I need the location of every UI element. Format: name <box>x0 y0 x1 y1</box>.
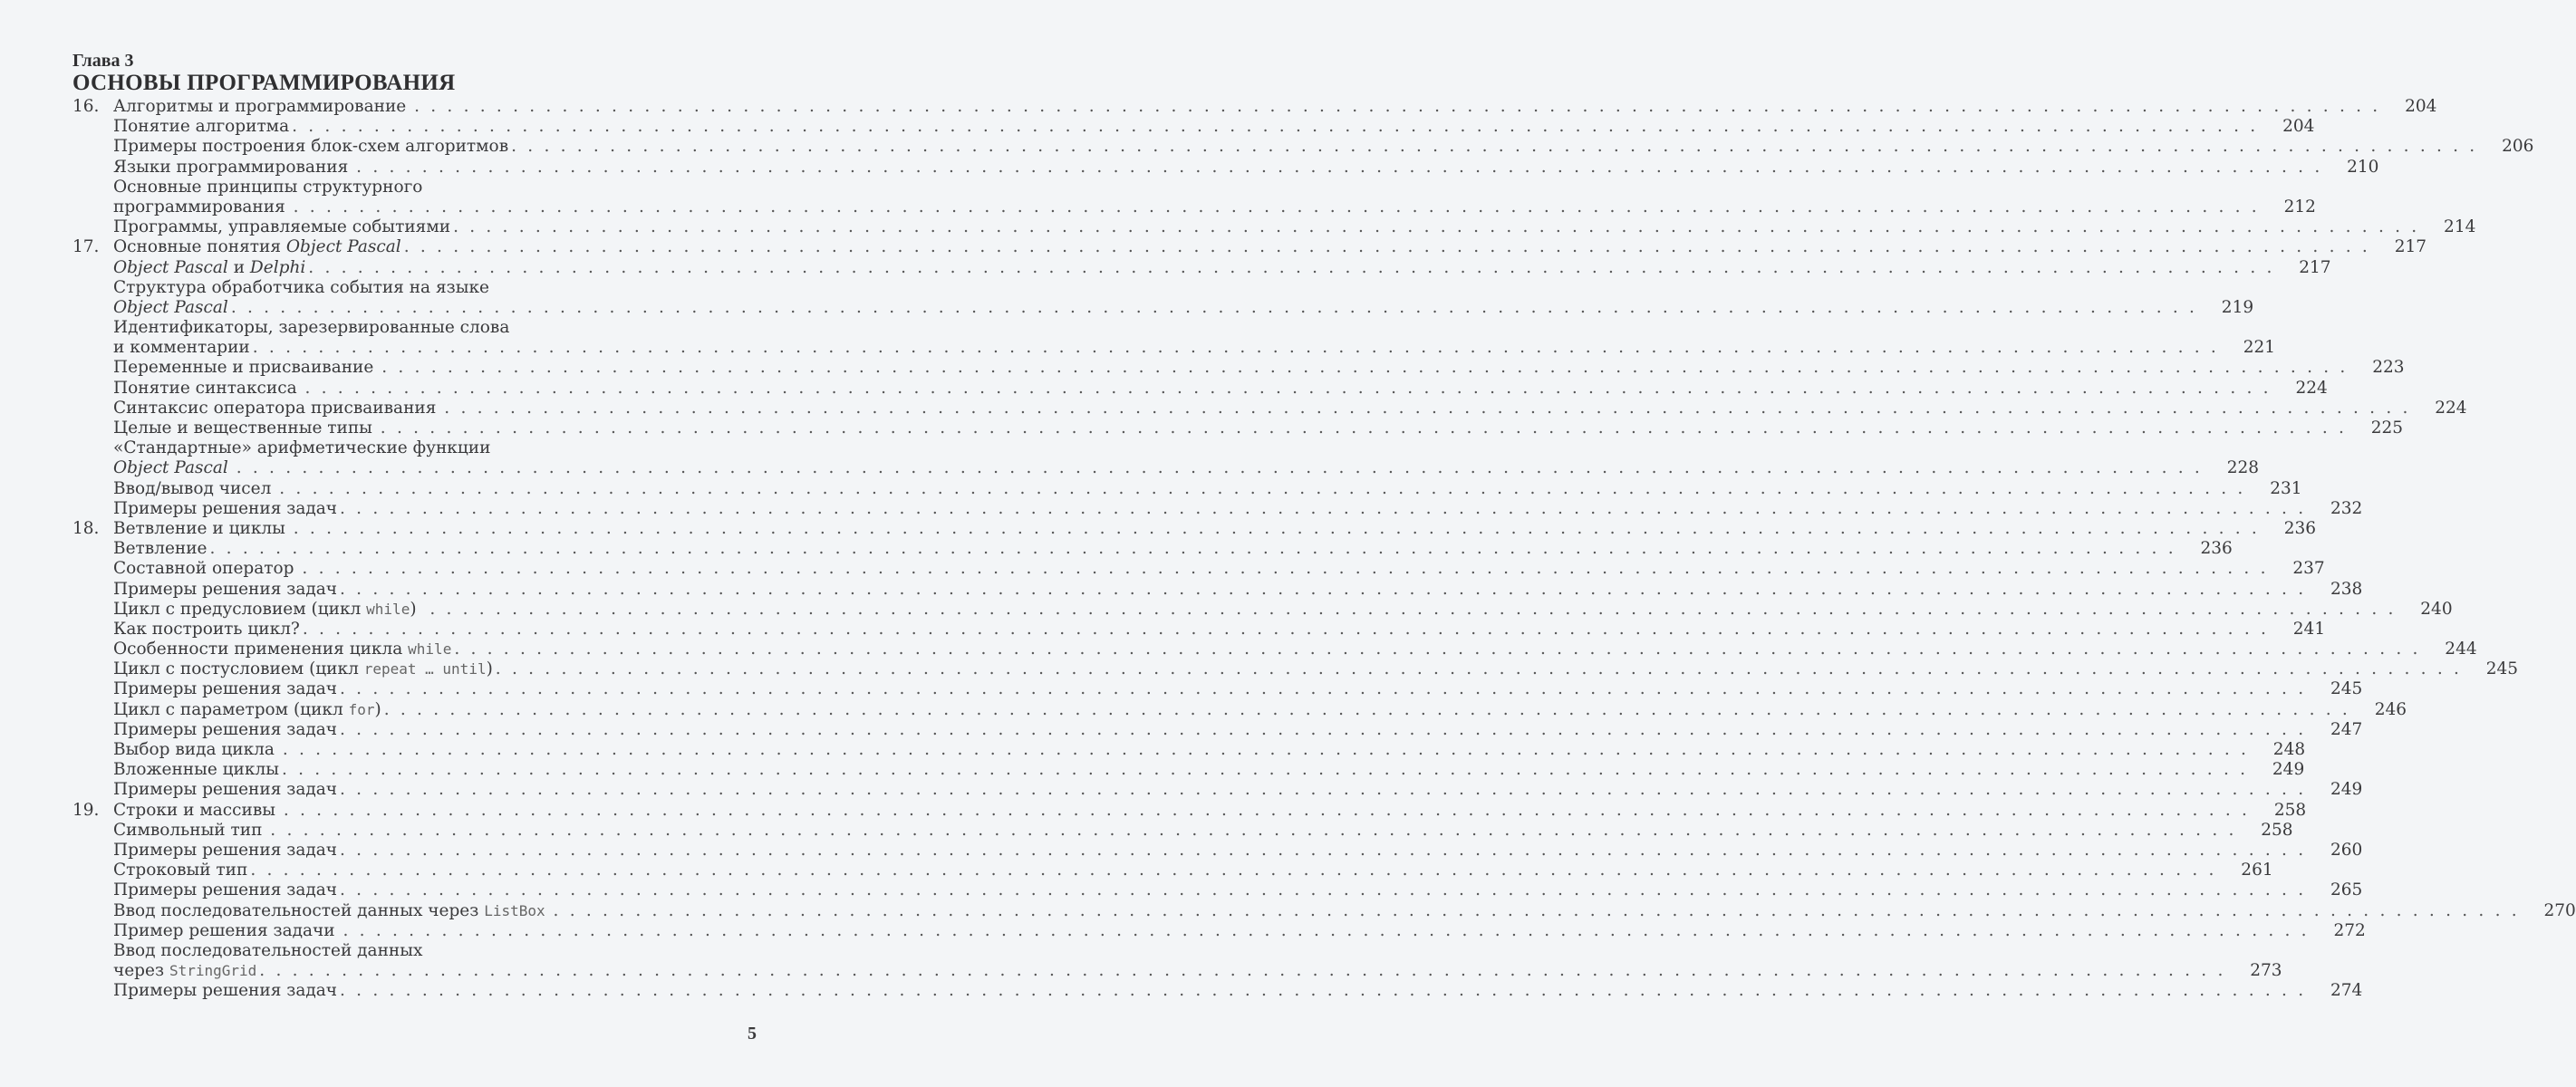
title-text: и комментарии <box>113 338 250 358</box>
title-text: ) <box>374 699 381 719</box>
indent <box>72 720 113 740</box>
indent <box>72 679 113 699</box>
dot-leader: . . . . . . . . . . . . . . . . . . . . . . . . . . . . . . . . . . . . . . . . . . . . . . . . . . . . . . . . . . . . . . . . . . . . . . . . . . . . . . . . . . . . . . . . . . . . . . . . . . . . . . . . . . . . . . . . . . . . . . . . <box>340 840 2307 860</box>
title-text: Особенности применения цикла <box>113 640 409 659</box>
toc-entry <box>72 178 763 197</box>
entry-title <box>113 298 228 318</box>
indent <box>72 278 113 298</box>
page-ref: 270 <box>2543 900 2576 920</box>
dot-leader: . . . . . . . . . . . . . . . . . . . . . . . . . . . . . . . . . . . . . . . . . . . . . . . . . . . . . . . . . . . . . . . . . . . . . . . . . . . . . . . . . . . . . . . . . . . . . . . . . . . . . . . . . . . . . . . . . . . . . . . . <box>340 880 2307 900</box>
entry-title <box>113 801 281 821</box>
entry-title <box>113 237 401 257</box>
entry-title <box>113 841 337 861</box>
title-text: Цикл с постусловием (цикл <box>113 659 364 679</box>
indent <box>72 479 113 499</box>
indent <box>72 880 113 900</box>
indent <box>72 981 113 1001</box>
dot-leader: . . . . . . . . . . . . . . . . . . . . . . . . . . . . . . . . . . . . . . . . . . . . . . . . . . . . . . . . . . . . . . . . . . . . . . . . . . . . . . . . . . . . . . . . . . . . . . . . . . . . . . . . . . . . . . . . . . . . . . . . <box>230 297 2198 317</box>
entry-title <box>113 379 302 399</box>
dot-leader: . . . . . . . . . . . . . . . . . . . . . . . . . . . . . . . . . . . . . . . . . . . . . . . . . . . . . . . . . . . . . . . . . . . . . . . . . . . . . . . . . . . . . . . . . . . . . . . . . . . . . . . . . . . . . . . . . . . . . . . . <box>308 257 2275 277</box>
entry-title <box>113 258 305 278</box>
dot-leader: . . . . . . . . . . . . . . . . . . . . . . . . . . . . . . . . . . . . . . . . . . . . . . . . . . . . . . . . . . . . . . . . . . . . . . . . . . . . . . . . . . . . . . . . . . . . . . . . . . . . . . . . . . . . . . . . . . . . . . . . <box>252 338 2220 358</box>
page-ref: 228 <box>2226 458 2259 478</box>
dot-leader: . . . . . . . . . . . . . . . . . . . . . . . . . . . . . . . . . . . . . . . . . . . . . . . . . . . . . . . . . . . . . . . . . . . . . . . . . . . . . . . . . . . . . . . . . . . . . . . . . . . . . . . . . . . . . . . . . . . . . . . . <box>553 900 2520 920</box>
toc-entry <box>72 338 2276 358</box>
entry-title <box>113 961 256 981</box>
dot-leader: . . . . . . . . . . . . . . . . . . . . . . . . . . . . . . . . . . . . . . . . . . . . . . . . . . . . . . . . . . . . . . . . . . . . . . . . . . . . . . . . . . . . . . . . . . . . . . . . . . . . . . . . . . . . . . . . . . . . . . . . <box>281 760 2249 780</box>
page-ref: 217 <box>2299 257 2331 277</box>
toc-entry <box>72 257 2331 278</box>
indent <box>72 780 113 800</box>
toc-entry <box>72 900 2576 921</box>
dot-leader: . . . . . . . . . . . . . . . . . . . . . . . . . . . . . . . . . . . . . . . . . . . . . . . . . . . . . . . . . . . . . . . . . . . . . . . . . . . . . . . . . . . . . . . . . . . . . . . . . . . . . . . . . . . . . . . . . . . . . . . . <box>343 920 2310 940</box>
toc-entry <box>72 137 2534 157</box>
section-number: 16. <box>72 97 100 116</box>
indent <box>72 358 113 378</box>
chapter-title: ОСНОВЫ ПРОГРАММИРОВАНИЯ <box>72 71 456 95</box>
page-ref: 223 <box>2372 358 2405 378</box>
entry-title <box>113 358 379 378</box>
entry-title <box>113 600 427 620</box>
entry-title <box>113 418 378 438</box>
indent <box>72 961 113 981</box>
page-ref: 272 <box>2333 920 2366 940</box>
indent <box>72 580 113 600</box>
page-ref: 221 <box>2243 338 2276 358</box>
indent <box>72 418 113 438</box>
title-text: Примеры решения задач <box>113 679 338 699</box>
dot-leader: . . . . . . . . . . . . . . . . . . . . . . . . . . . . . . . . . . . . . . . . . . . . . . . . . . . . . . . . . . . . . . . . . . . . . . . . . . . . . . . . . . . . . . . . . . . . . . . . . . . . . . . . . . . . . . . . . . . . . . . . <box>279 478 2246 498</box>
page-ref: 249 <box>2330 780 2363 800</box>
entry-title <box>113 861 247 880</box>
title-text: Целые и вещественные типы <box>113 418 378 438</box>
dot-leader: . . . . . . . . . . . . . . . . . . . . . . . . . . . . . . . . . . . . . . . . . . . . . . . . . . . . . . . . . . . . . . . . . . . . . . . . . . . . . . . . . . . . . . . . . . . . . . . . . . . . . . . . . . . . . . . . . . . . . . . . <box>209 539 2176 559</box>
page-ref: 273 <box>2250 961 2282 981</box>
entry-title <box>113 921 341 941</box>
page-ref: 225 <box>2370 418 2404 438</box>
toc-entry <box>72 197 2316 217</box>
toc-entry <box>72 318 763 338</box>
indent <box>72 399 113 418</box>
entry-title <box>113 519 291 539</box>
section-number: 17. <box>72 237 100 257</box>
title-text: Языки программирования <box>113 157 354 177</box>
title-text: Ветвление <box>113 539 207 559</box>
entry-title <box>113 137 508 157</box>
indent <box>72 117 113 137</box>
title-text: Строковый тип <box>113 861 248 880</box>
page-ref: 258 <box>2273 800 2307 820</box>
code-term: for <box>348 700 375 718</box>
toc-entry <box>72 920 2366 941</box>
page-ref: 240 <box>2420 599 2453 619</box>
title-text: Алгоритмы и программирование <box>113 97 412 116</box>
indent <box>72 700 113 720</box>
page-ref: 248 <box>2272 740 2306 759</box>
toc-entry <box>72 358 2405 378</box>
chapter-label: Глава 3 <box>72 51 134 71</box>
toc-entry <box>72 378 2328 399</box>
entry-title <box>113 901 551 921</box>
page-ref: 231 <box>2270 478 2302 498</box>
entry-title <box>113 117 289 137</box>
toc-entry <box>72 418 2404 438</box>
title-text: Программы, управляемые событиями <box>113 217 451 237</box>
title-text: через <box>113 961 169 981</box>
indent <box>72 640 113 659</box>
indent <box>72 659 113 679</box>
title-text: Цикл с предусловием (цикл <box>113 599 367 619</box>
title-text: Как построить цикл? <box>113 619 300 639</box>
page-ref: 274 <box>2330 981 2363 1001</box>
toc-entry <box>72 840 2363 861</box>
toc-entry <box>72 941 763 961</box>
toc-entry <box>72 880 2363 900</box>
dot-leader: . . . . . . . . . . . . . . . . . . . . . . . . . . . . . . . . . . . . . . . . . . . . . . . . . . . . . . . . . . . . . . . . . . . . . . . . . . . . . . . . . . . . . . . . . . . . . . . . . . . . . . . . . . . . . . . . . . . . . . . . <box>453 217 2420 237</box>
title-text: Пример решения задачи <box>113 920 341 940</box>
entry-title <box>113 278 489 298</box>
dot-leader: . . . . . . . . . . . . . . . . . . . . . . . . . . . . . . . . . . . . . . . . . . . . . . . . . . . . . . . . . . . . . . . . . . . . . . . . . . . . . . . . . . . . . . . . . . . . . . . . . . . . . . . . . . . . . . . . . . . . . . . . <box>340 579 2307 599</box>
dot-leader: . . . . . . . . . . . . . . . . . . . . . . . . . . . . . . . . . . . . . . . . . . . . . . . . . . . . . . . . . . . . . . . . . . . . . . . . . . . . . . . . . . . . . . . . . . . . . . . . . . . . . . . . . . . . . . . . . . . . . . . . <box>282 740 2250 759</box>
toc-entry <box>72 981 2363 1001</box>
code-term: StringGrid <box>169 962 257 980</box>
indent <box>72 158 113 178</box>
table-of-contents <box>72 97 2576 1001</box>
page-ref: 224 <box>2435 398 2467 418</box>
entry-title <box>113 740 280 760</box>
title-text: ) <box>486 659 493 679</box>
entry-title <box>113 158 353 178</box>
title-text: Понятие синтаксиса <box>113 378 303 398</box>
entry-title <box>113 780 337 800</box>
indent <box>72 921 113 941</box>
dot-leader: . . . . . . . . . . . . . . . . . . . . . . . . . . . . . . . . . . . . . . . . . . . . . . . . . . . . . . . . . . . . . . . . . . . . . . . . . . . . . . . . . . . . . . . . . . . . . . . . . . . . . . . . . . . . . . . . . . . . . . . . <box>511 137 2478 157</box>
title-text: Примеры решения задач <box>113 498 338 518</box>
title-text: ) <box>410 599 428 619</box>
italic-term: Delphi <box>249 257 306 277</box>
indent <box>72 760 113 780</box>
page-ref: 236 <box>2283 518 2317 538</box>
title-text: Идентификаторы, зарезервированные слова <box>113 318 510 338</box>
toc-entry <box>72 398 2467 418</box>
entry-title <box>113 458 234 478</box>
page-ref: 204 <box>2282 117 2315 137</box>
entry-title <box>113 97 411 117</box>
entry-title <box>113 821 267 841</box>
page-ref: 237 <box>2292 559 2325 579</box>
indent <box>72 438 113 458</box>
entry-title <box>113 640 451 659</box>
italic-term: Object Pascal <box>113 257 228 277</box>
toc-entry <box>72 861 2273 880</box>
title-text: Основные принципы структурного <box>113 177 423 197</box>
entry-title <box>113 941 422 961</box>
entry-title <box>113 438 490 458</box>
italic-term: Object Pascal <box>113 297 228 317</box>
dot-leader: . . . . . . . . . . . . . . . . . . . . . . . . . . . . . . . . . . . . . . . . . . . . . . . . . . . . . . . . . . . . . . . . . . . . . . . . . . . . . . . . . . . . . . . . . . . . . . . . . . . . . . . . . . . . . . . . . . . . . . . . <box>293 197 2260 216</box>
title-text: Примеры решения задач <box>113 780 338 800</box>
entry-title <box>113 620 300 640</box>
indent <box>72 298 113 318</box>
dot-leader: . . . . . . . . . . . . . . . . . . . . . . . . . . . . . . . . . . . . . . . . . . . . . . . . . . . . . . . . . . . . . . . . . . . . . . . . . . . . . . . . . . . . . . . . . . . . . . . . . . . . . . . . . . . . . . . . . . . . . . . . <box>381 358 2349 378</box>
toc-entry <box>72 679 2363 699</box>
indent <box>72 620 113 640</box>
indent <box>72 600 113 620</box>
page-ref: 204 <box>2405 97 2437 116</box>
title-text: Примеры решения задач <box>113 880 338 900</box>
title-text: Ветвление и циклы <box>113 518 291 538</box>
toc-entry <box>72 719 2363 740</box>
toc-section <box>72 237 2426 257</box>
page-ref: 241 <box>2292 619 2326 639</box>
dot-leader: . . . . . . . . . . . . . . . . . . . . . . . . . . . . . . . . . . . . . . . . . . . . . . . . . . . . . . . . . . . . . . . . . . . . . . . . . . . . . . . . . . . . . . . . . . . . . . . . . . . . . . . . . . . . . . . . . . . . . . . . <box>340 719 2307 739</box>
entry-title <box>113 499 337 519</box>
indent <box>72 137 113 157</box>
title-text: Ввод/вывод чисел <box>113 478 277 498</box>
entry-title <box>113 559 299 579</box>
entry-title <box>113 679 337 699</box>
dot-leader: . . . . . . . . . . . . . . . . . . . . . . . . . . . . . . . . . . . . . . . . . . . . . . . . . . . . . . . . . . . . . . . . . . . . . . . . . . . . . . . . . . . . . . . . . . . . . . . . . . . . . . . . . . . . . . . . . . . . . . . . <box>259 961 2226 981</box>
dot-leader: . . . . . . . . . . . . . . . . . . . . . . . . . . . . . . . . . . . . . . . . . . . . . . . . . . . . . . . . . . . . . . . . . . . . . . . . . . . . . . . . . . . . . . . . . . . . . . . . . . . . . . . . . . . . . . . . . . . . . . . . <box>429 599 2397 619</box>
page-ref: 261 <box>2241 861 2273 880</box>
title-text: Примеры решения задач <box>113 840 338 860</box>
page-ref: 232 <box>2330 498 2363 518</box>
toc-section <box>72 800 2307 821</box>
page-ref: 206 <box>2502 137 2534 157</box>
dot-leader: . . . . . . . . . . . . . . . . . . . . . . . . . . . . . . . . . . . . . . . . . . . . . . . . . . . . . . . . . . . . . . . . . . . . . . . . . . . . . . . . . . . . . . . . . . . . . . . . . . . . . . . . . . . . . . . . . . . . . . . . <box>403 237 2370 257</box>
page-ref: 245 <box>2330 679 2363 699</box>
dot-leader: . . . . . . . . . . . . . . . . . . . . . . . . . . . . . . . . . . . . . . . . . . . . . . . . . . . . . . . . . . . . . . . . . . . . . . . . . . . . . . . . . . . . . . . . . . . . . . . . . . . . . . . . . . . . . . . . . . . . . . . . <box>383 699 2351 719</box>
title-text: и <box>227 257 250 277</box>
title-text: Примеры решения задач <box>113 981 338 1001</box>
code-term: while <box>408 640 452 659</box>
section-number: 19. <box>72 800 100 820</box>
dot-leader: . . . . . . . . . . . . . . . . . . . . . . . . . . . . . . . . . . . . . . . . . . . . . . . . . . . . . . . . . . . . . . . . . . . . . . . . . . . . . . . . . . . . . . . . . . . . . . . . . . . . . . . . . . . . . . . . . . . . . . . . <box>302 559 2269 579</box>
page-ref: 224 <box>2295 378 2328 398</box>
entry-title <box>113 318 509 338</box>
toc-section <box>72 97 2437 117</box>
toc-section <box>72 518 2317 539</box>
indent <box>72 379 113 399</box>
entry-title <box>113 700 381 720</box>
dot-leader: . . . . . . . . . . . . . . . . . . . . . . . . . . . . . . . . . . . . . . . . . . . . . . . . . . . . . . . . . . . . . . . . . . . . . . . . . . . . . . . . . . . . . . . . . . . . . . . . . . . . . . . . . . . . . . . . . . . . . . . . <box>495 659 2463 679</box>
indent <box>72 197 113 217</box>
indent <box>72 318 113 338</box>
toc-entry <box>72 297 2254 318</box>
indent <box>72 217 113 237</box>
title-text: Основные понятия <box>113 237 286 257</box>
page-ref: 247 <box>2330 719 2363 739</box>
entry-title <box>113 880 337 900</box>
indent <box>72 559 113 579</box>
toc-entry <box>72 539 2233 559</box>
toc-entry <box>72 780 2363 800</box>
page-ref: 249 <box>2272 760 2305 780</box>
dot-leader: . . . . . . . . . . . . . . . . . . . . . . . . . . . . . . . . . . . . . . . . . . . . . . . . . . . . . . . . . . . . . . . . . . . . . . . . . . . . . . . . . . . . . . . . . . . . . . . . . . . . . . . . . . . . . . . . . . . . . . . . <box>454 640 2421 659</box>
page-ref: 214 <box>2444 217 2476 237</box>
toc-entry <box>72 498 2363 519</box>
toc-entry <box>72 278 763 298</box>
toc-entry <box>72 640 2477 659</box>
title-text: Понятие алгоритма <box>113 117 290 137</box>
indent <box>72 841 113 861</box>
toc-entry <box>72 659 2519 679</box>
toc-entry <box>72 699 2407 720</box>
entry-title <box>113 479 276 499</box>
dot-leader: . . . . . . . . . . . . . . . . . . . . . . . . . . . . . . . . . . . . . . . . . . . . . . . . . . . . . . . . . . . . . . . . . . . . . . . . . . . . . . . . . . . . . . . . . . . . . . . . . . . . . . . . . . . . . . . . . . . . . . . . <box>270 820 2237 840</box>
toc-entry <box>72 438 763 458</box>
entry-title <box>113 197 291 217</box>
title-text: Выбор вида цикла <box>113 740 280 759</box>
dot-leader: . . . . . . . . . . . . . . . . . . . . . . . . . . . . . . . . . . . . . . . . . . . . . . . . . . . . . . . . . . . . . . . . . . . . . . . . . . . . . . . . . . . . . . . . . . . . . . . . . . . . . . . . . . . . . . . . . . . . . . . . <box>444 398 2411 418</box>
page-ref: 238 <box>2330 579 2363 599</box>
page-ref: 260 <box>2330 840 2363 860</box>
toc-entry <box>72 619 2326 640</box>
indent <box>72 941 113 961</box>
dot-leader: . . . . . . . . . . . . . . . . . . . . . . . . . . . . . . . . . . . . . . . . . . . . . . . . . . . . . . . . . . . . . . . . . . . . . . . . . . . . . . . . . . . . . . . . . . . . . . . . . . . . . . . . . . . . . . . . . . . . . . . . <box>380 418 2348 438</box>
dot-leader: . . . . . . . . . . . . . . . . . . . . . . . . . . . . . . . . . . . . . . . . . . . . . . . . . . . . . . . . . . . . . . . . . . . . . . . . . . . . . . . . . . . . . . . . . . . . . . . . . . . . . . . . . . . . . . . . . . . . . . . . <box>292 117 2259 137</box>
dot-leader: . . . . . . . . . . . . . . . . . . . . . . . . . . . . . . . . . . . . . . . . . . . . . . . . . . . . . . . . . . . . . . . . . . . . . . . . . . . . . . . . . . . . . . . . . . . . . . . . . . . . . . . . . . . . . . . . . . . . . . . . <box>340 498 2307 518</box>
italic-term: Object Pascal <box>113 458 228 478</box>
dot-leader: . . . . . . . . . . . . . . . . . . . . . . . . . . . . . . . . . . . . . . . . . . . . . . . . . . . . . . . . . . . . . . . . . . . . . . . . . . . . . . . . . . . . . . . . . . . . . . . . . . . . . . . . . . . . . . . . . . . . . . . . <box>293 518 2261 538</box>
page-ref: 258 <box>2261 820 2293 840</box>
code-term: ListBox <box>484 901 545 919</box>
indent <box>72 539 113 559</box>
page-ref: 236 <box>2200 539 2233 559</box>
code-term: repeat … until <box>363 660 487 678</box>
entry-title <box>113 399 441 418</box>
page-ref: 244 <box>2445 640 2477 659</box>
indent <box>72 821 113 841</box>
dot-leader: . . . . . . . . . . . . . . . . . . . . . . . . . . . . . . . . . . . . . . . . . . . . . . . . . . . . . . . . . . . . . . . . . . . . . . . . . . . . . . . . . . . . . . . . . . . . . . . . . . . . . . . . . . . . . . . . . . . . . . . . <box>236 458 2203 478</box>
dot-leader: . . . . . . . . . . . . . . . . . . . . . . . . . . . . . . . . . . . . . . . . . . . . . . . . . . . . . . . . . . . . . . . . . . . . . . . . . . . . . . . . . . . . . . . . . . . . . . . . . . . . . . . . . . . . . . . . . . . . . . . . <box>340 780 2307 800</box>
title-text: Синтаксис оператора присваивания <box>113 398 442 418</box>
title-text: Примеры построения блок-схем алгоритмов <box>113 137 509 157</box>
page-ref: 265 <box>2330 880 2363 900</box>
title-text: Структура обработчика события на языке <box>113 277 489 297</box>
dot-leader: . . . . . . . . . . . . . . . . . . . . . . . . . . . . . . . . . . . . . . . . . . . . . . . . . . . . . . . . . . . . . . . . . . . . . . . . . . . . . . . . . . . . . . . . . . . . . . . . . . . . . . . . . . . . . . . . . . . . . . . . <box>356 157 2323 177</box>
page-number: 5 <box>748 1024 757 1044</box>
page-ref: 219 <box>2221 297 2254 317</box>
page-ref: 246 <box>2374 699 2407 719</box>
toc-entry <box>72 760 2305 780</box>
entry-title <box>113 217 450 237</box>
indent <box>72 338 113 358</box>
entry-title <box>113 580 337 600</box>
title-text: Ввод последовательностей данных <box>113 940 423 960</box>
entry-title <box>113 981 337 1001</box>
title-text: Символьный тип <box>113 820 268 840</box>
indent <box>72 861 113 880</box>
dot-leader: . . . . . . . . . . . . . . . . . . . . . . . . . . . . . . . . . . . . . . . . . . . . . . . . . . . . . . . . . . . . . . . . . . . . . . . . . . . . . . . . . . . . . . . . . . . . . . . . . . . . . . . . . . . . . . . . . . . . . . . . <box>283 800 2251 820</box>
entry-title <box>113 539 207 559</box>
toc-entry <box>72 740 2306 760</box>
indent <box>72 901 113 921</box>
toc-entry <box>72 157 2379 178</box>
indent <box>72 499 113 519</box>
entry-title <box>113 760 279 780</box>
entry-title <box>113 178 422 197</box>
toc-entry <box>72 117 2315 137</box>
dot-leader: . . . . . . . . . . . . . . . . . . . . . . . . . . . . . . . . . . . . . . . . . . . . . . . . . . . . . . . . . . . . . . . . . . . . . . . . . . . . . . . . . . . . . . . . . . . . . . . . . . . . . . . . . . . . . . . . . . . . . . . . <box>340 981 2307 1001</box>
toc-entry <box>72 579 2363 600</box>
title-text: Составной оператор <box>113 559 300 579</box>
title-text: Примеры решения задач <box>113 579 338 599</box>
toc-entry <box>72 559 2325 579</box>
title-text: Вложенные циклы <box>113 760 279 780</box>
page-ref: 245 <box>2485 659 2519 679</box>
title-text: Переменные и присваивание <box>113 358 380 378</box>
indent <box>72 458 113 478</box>
toc-entry <box>72 478 2302 499</box>
code-term: while <box>366 600 410 618</box>
title-text: «Стандартные» арифметические функции <box>113 438 491 458</box>
page-ref: 210 <box>2347 157 2379 177</box>
page-ref: 212 <box>2283 197 2316 216</box>
title-text: Цикл с параметром (цикл <box>113 699 349 719</box>
entry-title <box>113 720 337 740</box>
toc-entry <box>72 961 2282 981</box>
dot-leader: . . . . . . . . . . . . . . . . . . . . . . . . . . . . . . . . . . . . . . . . . . . . . . . . . . . . . . . . . . . . . . . . . . . . . . . . . . . . . . . . . . . . . . . . . . . . . . . . . . . . . . . . . . . . . . . . . . . . . . . . <box>414 97 2381 116</box>
dot-leader: . . . . . . . . . . . . . . . . . . . . . . . . . . . . . . . . . . . . . . . . . . . . . . . . . . . . . . . . . . . . . . . . . . . . . . . . . . . . . . . . . . . . . . . . . . . . . . . . . . . . . . . . . . . . . . . . . . . . . . . . <box>302 619 2270 639</box>
page-ref: 217 <box>2394 237 2426 257</box>
entry-title <box>113 338 250 358</box>
dot-leader: . . . . . . . . . . . . . . . . . . . . . . . . . . . . . . . . . . . . . . . . . . . . . . . . . . . . . . . . . . . . . . . . . . . . . . . . . . . . . . . . . . . . . . . . . . . . . . . . . . . . . . . . . . . . . . . . . . . . . . . . <box>304 378 2272 398</box>
italic-term: Object Pascal <box>285 237 401 257</box>
indent <box>72 178 113 197</box>
toc-entry <box>72 599 2453 620</box>
indent <box>72 740 113 760</box>
indent <box>72 258 113 278</box>
toc-entry <box>72 217 2476 237</box>
toc-entry <box>72 458 2259 478</box>
dot-leader: . . . . . . . . . . . . . . . . . . . . . . . . . . . . . . . . . . . . . . . . . . . . . . . . . . . . . . . . . . . . . . . . . . . . . . . . . . . . . . . . . . . . . . . . . . . . . . . . . . . . . . . . . . . . . . . . . . . . . . . . <box>340 679 2307 699</box>
title-text: Ввод последовательностей данных через <box>113 900 485 920</box>
entry-title <box>113 659 493 679</box>
title-text: Примеры решения задач <box>113 719 338 739</box>
toc-entry <box>72 820 2293 841</box>
title-text: Строки и массивы <box>113 800 281 820</box>
section-number: 18. <box>72 518 100 538</box>
title-text: программирования <box>113 197 291 216</box>
dot-leader: . . . . . . . . . . . . . . . . . . . . . . . . . . . . . . . . . . . . . . . . . . . . . . . . . . . . . . . . . . . . . . . . . . . . . . . . . . . . . . . . . . . . . . . . . . . . . . . . . . . . . . . . . . . . . . . . . . . . . . . . <box>250 861 2217 880</box>
